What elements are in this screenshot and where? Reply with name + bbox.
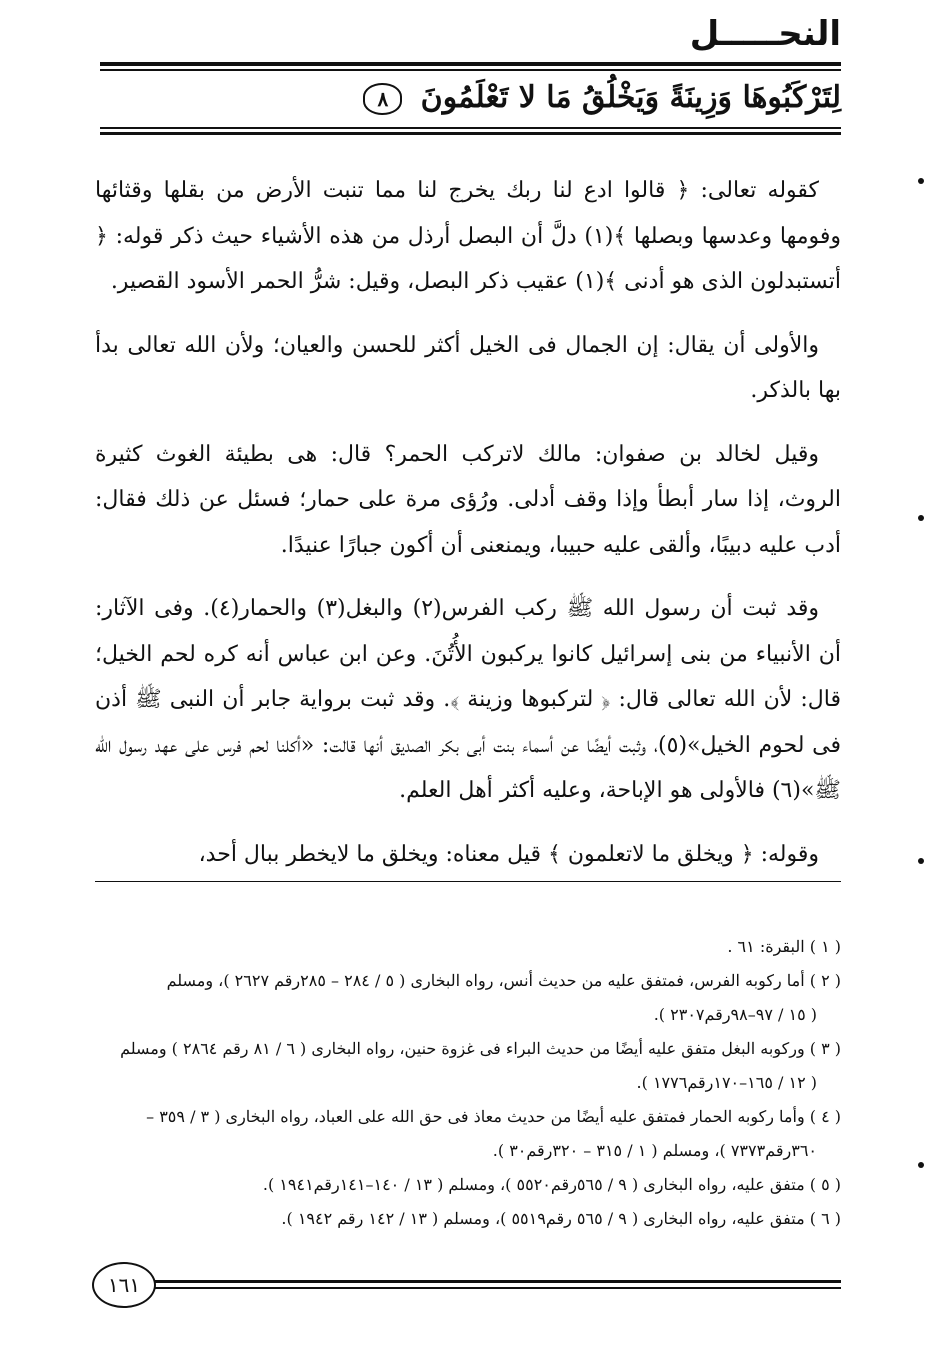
footnote-text: ( ٤ ) وأما ركوبه الحمار فمتفق عليه أيضًا من حديث معاذ فى حق الله على العباد، رواه البخارى ( ٣ / ٣٥٩ – (146, 1107, 841, 1126)
footnote-continuation: ٣٦٠رقم٧٣٧٣ )، ومسلم ( ١ / ٣١٥ – ٣٢٠رقم٣٠ ). (492, 1141, 817, 1160)
paragraph-3 (95, 432, 841, 569)
margin-mark (918, 1162, 924, 1168)
footnote-4 (95, 1100, 841, 1168)
paragraph-text: كقوله تعالى: ﴿ قالوا ادع لنا ربك يخرج لنا مما تنبت الأرض من بقلها وقثائها وفومها وعدسها وبصلها ﴾(١) دلَّ أن البصل أرذل من هذه الأشياء حيث ذكر قوله: ﴿ أتستبدلون الذى هو أدنى ﴾(١) عقيب ذكر البصل، وقيل: شرُّ الحمر الأسود القصير. (95, 178, 841, 294)
footnote-continuation: ( ١٥ / ٩٧–٩٨رقم٢٣٠٧ ). (653, 1005, 817, 1024)
verse-rule-thick (100, 132, 841, 135)
footnotes (95, 930, 841, 1236)
header-rule-thick (100, 62, 841, 66)
footer-rule-thick (152, 1280, 841, 1283)
paragraph-5 (95, 832, 841, 883)
footnote-5 (95, 1168, 841, 1202)
footnote-2 (95, 964, 841, 1032)
paragraph-text: وقد ثبت أن رسول الله ﷺ ركب الفرس(٢) والبغل(٣) والحمار(٤). وفى الآثار: أن الأنبياء من بنى إسرائيل كانوا يركبون الأُتُنَ. وعن ابن عباس أنه كره لحم الخيل؛ قال: لأن الله تعالى قال: ﴿ لتركبوها وزينة ﴾. وقد ثبت برواية جابر أن النبى ﷺ أذن فى لحوم الخيل»(٥)، وثبت أيضًا عن أسماء بنت أبى بكر الصديق أنها قالت: «أكلنا لحم فرس على عهد رسول الله ﷺ»(٦) فالأولى هو الإباحة، وعليه أكثر أهل العلم. (95, 596, 841, 803)
header-rule-thin (100, 69, 841, 71)
main-text (95, 168, 841, 882)
paragraph-2 (95, 323, 841, 414)
verse-heading (363, 80, 841, 115)
paragraph-1 (95, 168, 841, 305)
footnote-text: ( ٣ ) وركوبه البغل متفق عليه أيضًا من حديث البراء فى غزوة حنين، رواه البخارى ( ٦ / ٨١ رقم ٢٨٦٤ ) ومسلم (120, 1039, 841, 1058)
verse-number: ٨ (377, 87, 389, 111)
footnote-6 (95, 1202, 841, 1236)
paragraph-text: وقيل لخالد بن صفوان: مالك لاتركب الحمر؟ قال: هى بطيئة الغوث كثيرة الروث، إذا سار أبطأ وإذا وقف أدلى. ورُؤى مرة على حمار؛ فسئل عن ذلك فقال: أدب عليه دبيبًا، وألقى عليه حبيبا، ويمنعنى أن أكون جبارًا عنيدًا. (95, 441, 841, 558)
paragraph-text: وقوله: ﴿ ويخلق ما لاتعلمون ﴾ قيل معناه: ويخلق ما لايخطر ببال أحد، (198, 841, 819, 867)
footnote-text: ( ٦ ) متفق عليه، رواه البخارى ( ٩ / ٥٦٥ رقم٥٥١٩ )، ومسلم ( ١٣ / ١٤٢ رقم ١٩٤٢ ). (281, 1209, 841, 1228)
margin-mark (918, 858, 924, 864)
verse-number-marker (363, 83, 402, 115)
footnote-text: ( ٥ ) متفق عليه، رواه البخارى ( ٩ / ٥٦٥رقم٥٥٢٠ )، ومسلم ( ١٣ / ١٤٠–١٤١رقم١٩٤١ ). (262, 1175, 841, 1194)
surah-title: النحـــــل (689, 14, 841, 54)
footnote-continuation: ( ١٢ / ١٦٥–١٧٠رقم١٧٧٦ ). (636, 1073, 817, 1092)
verse-text: لِتَرْكَبُوهَا وَزِينَةً وَيَخْلُقُ مَا لا تَعْلَمُونَ (420, 80, 841, 115)
footnote-1 (95, 930, 841, 964)
footer-rule-thin (152, 1287, 841, 1289)
page-number: ١٦١ (107, 1273, 141, 1297)
margin-mark (918, 515, 924, 521)
page-number-frame (92, 1262, 156, 1308)
paragraph-text: والأولى أن يقال: إن الجمال فى الخيل أكثر للحسن والعيان؛ ولأن الله تعالى بدأ بها بالذكر. (95, 332, 841, 403)
paragraph-4 (95, 586, 841, 814)
footnote-text: ( ١ ) البقرة: ٦١ . (727, 937, 841, 956)
verse-rule-thin (100, 127, 841, 129)
margin-mark (918, 178, 924, 184)
footnote-text: ( ٢ ) أما ركوبه الفرس، فمتفق عليه من حديث أنس، رواه البخارى ( ٥ / ٢٨٤ – ٢٨٥رقم ٢٦٢٧ )، ومسلم (166, 971, 841, 990)
footnote-3 (95, 1032, 841, 1100)
